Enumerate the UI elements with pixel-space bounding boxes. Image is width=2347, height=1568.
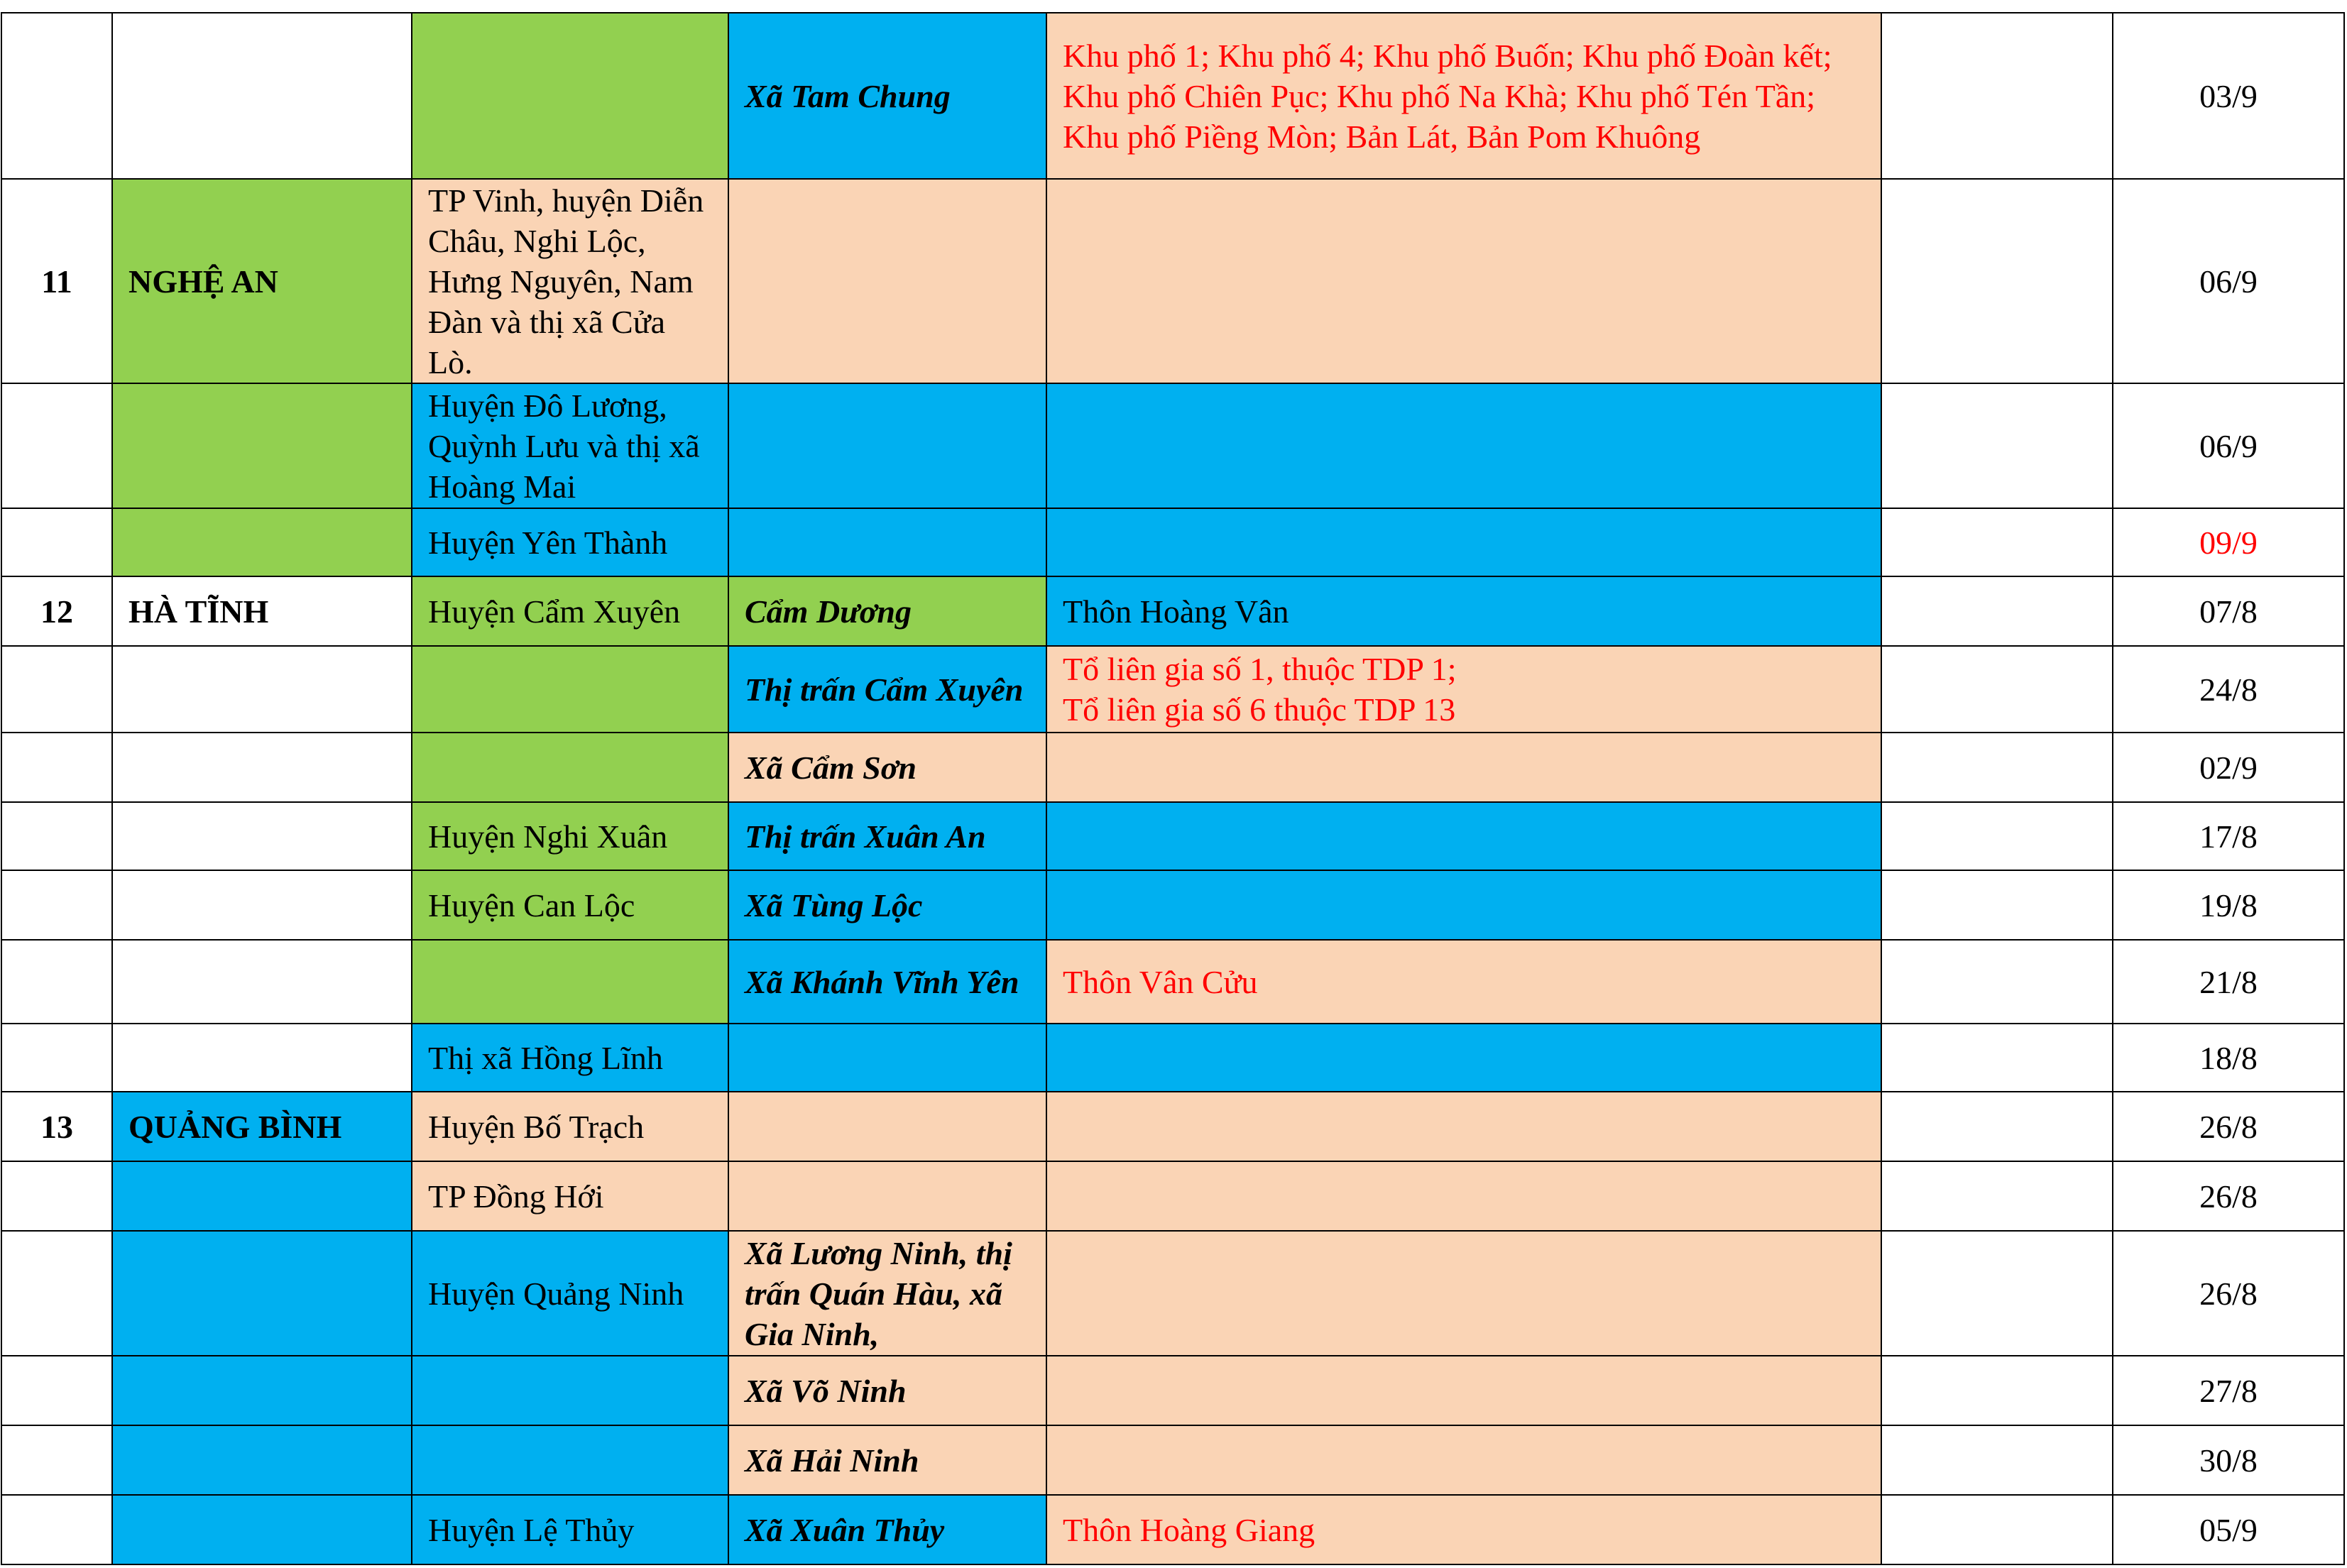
table-cell-commune: Xã Cẩm Sơn [728, 732, 1047, 803]
table-cell-district [411, 12, 729, 180]
table-cell-extra [1881, 870, 2113, 941]
table-cell-village [1046, 801, 1882, 871]
table-cell-stt [1, 801, 113, 871]
table-cell-commune [728, 508, 1047, 577]
table-cell-commune: Thị trấn Cẩm Xuyên [728, 645, 1047, 733]
table-cell-village [1046, 1161, 1882, 1232]
table-cell-province: QUẢNG BÌNH [111, 1091, 412, 1162]
table-cell-date: 18/8 [2112, 1023, 2345, 1092]
table-cell-commune: Xã Tam Chung [728, 12, 1047, 180]
table-cell-extra [1881, 732, 2113, 803]
table-cell-province: NGHỆ AN [111, 178, 412, 384]
table-cell-stt: 11 [1, 178, 113, 384]
table-cell-district: Huyện Bố Trạch [411, 1091, 729, 1162]
table-cell-village [1046, 1425, 1882, 1496]
table-cell-village: Khu phố 1; Khu phố 4; Khu phố Buốn; Khu phố Đoàn kết; Khu phố Chiên Pục; Khu phố Na Khà; Khu phố Tén Tần; Khu phố Piềng Mòn; Bản Lát, Bản Pom Khuông [1046, 12, 1882, 180]
table-cell-stt [1, 1494, 113, 1565]
table-cell-date: 02/9 [2112, 732, 2345, 803]
table-cell-commune: Xã Khánh Vĩnh Yên [728, 939, 1047, 1024]
table-cell-district [411, 732, 729, 803]
table-cell-province [111, 1023, 412, 1092]
table-cell-extra [1881, 1355, 2113, 1426]
table-cell-stt [1, 870, 113, 941]
table-cell-village [1046, 732, 1882, 803]
table-cell-date: 27/8 [2112, 1355, 2345, 1426]
table-cell-province [111, 870, 412, 941]
table-cell-village [1046, 1023, 1882, 1092]
table-cell-village [1046, 1230, 1882, 1356]
table-cell-date: 05/9 [2112, 1494, 2345, 1565]
table-cell-stt [1, 1161, 113, 1232]
table-cell-commune: Xã Lương Ninh, thị trấn Quán Hàu, xã Gia Ninh, [728, 1230, 1047, 1356]
table-cell-district: Huyện Yên Thành [411, 508, 729, 577]
table-cell-village: Thôn Hoàng Vân [1046, 576, 1882, 647]
table-cell-commune [728, 1161, 1047, 1232]
table-cell-stt [1, 939, 113, 1024]
table-cell-stt [1, 383, 113, 509]
table-cell-district: Huyện Nghi Xuân [411, 801, 729, 871]
table-cell-district: TP Đồng Hới [411, 1161, 729, 1232]
table-cell-commune: Xã Tùng Lộc [728, 870, 1047, 941]
table-cell-extra [1881, 1230, 2113, 1356]
table-cell-stt: 13 [1, 1091, 113, 1162]
table-cell-date: 26/8 [2112, 1161, 2345, 1232]
table-cell-province [111, 383, 412, 509]
table-cell-province [111, 508, 412, 577]
table-cell-date: 06/9 [2112, 383, 2345, 509]
table-cell-province [111, 1494, 412, 1565]
table-cell-date: 26/8 [2112, 1091, 2345, 1162]
table-cell-commune: Cẩm Dương [728, 576, 1047, 647]
table-cell-village: Tổ liên gia số 1, thuộc TDP 1; Tổ liên gia số 6 thuộc TDP 13 [1046, 645, 1882, 733]
table-cell-district [411, 939, 729, 1024]
table-cell-commune [728, 1023, 1047, 1092]
table-cell-stt: 12 [1, 576, 113, 647]
table-cell-village [1046, 508, 1882, 577]
table-cell-province [111, 645, 412, 733]
table-cell-date: 09/9 [2112, 508, 2345, 577]
table-cell-stt [1, 1023, 113, 1092]
table-cell-village [1046, 870, 1882, 941]
table-cell-province [111, 1161, 412, 1232]
table-cell-extra [1881, 939, 2113, 1024]
table-cell-stt [1, 1355, 113, 1426]
table-cell-commune: Thị trấn Xuân An [728, 801, 1047, 871]
table-cell-date: 21/8 [2112, 939, 2345, 1024]
table-cell-district [411, 1355, 729, 1426]
table-cell-province [111, 801, 412, 871]
table-cell-extra [1881, 508, 2113, 577]
table-cell-date: 26/8 [2112, 1230, 2345, 1356]
table-cell-district: TP Vinh, huyện Diễn Châu, Nghi Lộc, Hưng Nguyên, Nam Đàn và thị xã Cửa Lò. [411, 178, 729, 384]
table-cell-village: Thôn Hoàng Giang [1046, 1494, 1882, 1565]
table-cell-district: Huyện Quảng Ninh [411, 1230, 729, 1356]
table-cell-province [111, 12, 412, 180]
table-cell-province [111, 732, 412, 803]
table-cell-extra [1881, 576, 2113, 647]
table-cell-district: Huyện Can Lộc [411, 870, 729, 941]
table-cell-extra [1881, 801, 2113, 871]
table-cell-stt [1, 508, 113, 577]
table-cell-province [111, 1355, 412, 1426]
table-cell-district: Huyện Cẩm Xuyên [411, 576, 729, 647]
table-cell-extra [1881, 1425, 2113, 1496]
table-cell-stt [1, 1425, 113, 1496]
table-cell-date: 07/8 [2112, 576, 2345, 647]
table-cell-extra [1881, 1161, 2113, 1232]
table-cell-commune: Xã Xuân Thủy [728, 1494, 1047, 1565]
table-cell-commune: Xã Võ Ninh [728, 1355, 1047, 1426]
table-cell-extra [1881, 645, 2113, 733]
table-cell-commune [728, 383, 1047, 509]
table-cell-date: 06/9 [2112, 178, 2345, 384]
table-cell-village [1046, 1091, 1882, 1162]
table-cell-province [111, 1230, 412, 1356]
table-cell-extra [1881, 178, 2113, 384]
table-cell-stt [1, 732, 113, 803]
table-cell-extra [1881, 1091, 2113, 1162]
table-cell-stt [1, 1230, 113, 1356]
table-cell-commune [728, 1091, 1047, 1162]
table-cell-district: Huyện Đô Lương, Quỳnh Lưu và thị xã Hoàng Mai [411, 383, 729, 509]
table-cell-province [111, 1425, 412, 1496]
table-cell-commune [728, 178, 1047, 384]
table-cell-province: HÀ TĨNH [111, 576, 412, 647]
table-cell-extra [1881, 383, 2113, 509]
table-cell-stt [1, 645, 113, 733]
table-cell-stt [1, 12, 113, 180]
table-cell-district [411, 1425, 729, 1496]
table-cell-village [1046, 178, 1882, 384]
table-cell-commune: Xã Hải Ninh [728, 1425, 1047, 1496]
table-cell-date: 17/8 [2112, 801, 2345, 871]
table-cell-village [1046, 1355, 1882, 1426]
table-cell-date: 24/8 [2112, 645, 2345, 733]
table-cell-district [411, 645, 729, 733]
table-cell-date: 30/8 [2112, 1425, 2345, 1496]
table-cell-extra [1881, 1494, 2113, 1565]
table-cell-province [111, 939, 412, 1024]
table-cell-date: 03/9 [2112, 12, 2345, 180]
table-cell-district: Huyện Lệ Thủy [411, 1494, 729, 1565]
table-cell-date: 19/8 [2112, 870, 2345, 941]
table-cell-extra [1881, 1023, 2113, 1092]
table-cell-district: Thị xã Hồng Lĩnh [411, 1023, 729, 1092]
table-cell-village [1046, 383, 1882, 509]
table-cell-village: Thôn Vân Cửu [1046, 939, 1882, 1024]
table-cell-extra [1881, 12, 2113, 180]
